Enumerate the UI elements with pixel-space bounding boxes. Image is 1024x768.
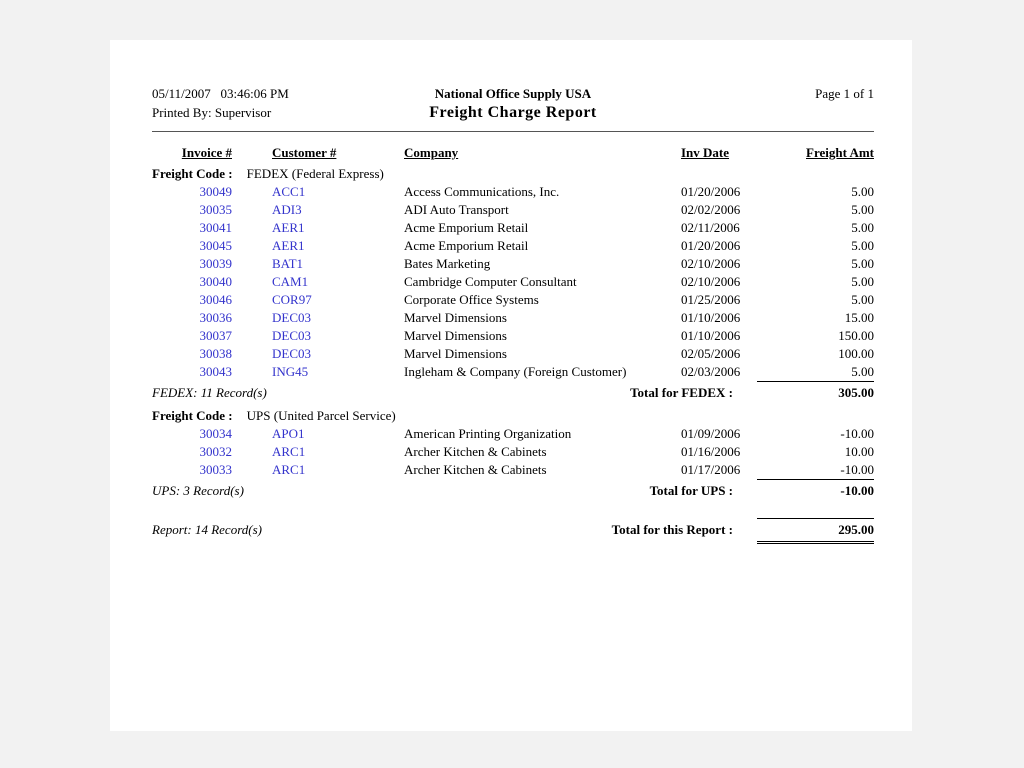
- invoice-link[interactable]: 30037: [199, 328, 232, 343]
- freight-amount-cell: 5.00: [851, 274, 874, 289]
- freight-code-row: [152, 406, 874, 425]
- freight-amount-cell: 5.00: [851, 292, 874, 307]
- table-row: [152, 425, 874, 443]
- inv-date-cell: 01/10/2006: [681, 328, 741, 343]
- invoice-link[interactable]: 30033: [199, 462, 232, 477]
- freight-code-label: Freight Code :: [152, 166, 233, 181]
- customer-link[interactable]: AER1: [272, 220, 305, 235]
- page-indicator: Page 1 of 1: [815, 86, 874, 101]
- customer-link[interactable]: DEC03: [272, 328, 311, 343]
- customer-link[interactable]: APO1: [272, 426, 305, 441]
- freight-code-value: FEDEX (Federal Express): [246, 166, 384, 181]
- invoice-link[interactable]: 30035: [199, 202, 232, 217]
- invoice-link[interactable]: 30036: [199, 310, 232, 325]
- group-record-count: UPS: 3 Record(s): [152, 483, 244, 498]
- freight-code-row: [152, 164, 874, 183]
- inv-date-cell: 02/02/2006: [681, 202, 741, 217]
- inv-date-cell: 02/10/2006: [681, 256, 741, 271]
- group-total-amount: 305.00: [757, 381, 874, 403]
- group-total-label: Total for FEDEX :: [630, 385, 733, 400]
- report-record-count: Report: 14 Record(s): [152, 522, 262, 537]
- invoice-link[interactable]: 30040: [199, 274, 232, 289]
- table-row: [152, 201, 874, 219]
- inv-date-cell: 01/20/2006: [681, 238, 741, 253]
- company-cell: Marvel Dimensions: [404, 310, 507, 325]
- table-row: [152, 237, 874, 255]
- inv-date-cell: 01/25/2006: [681, 292, 741, 307]
- company-cell: Marvel Dimensions: [404, 328, 507, 343]
- customer-link[interactable]: ING45: [272, 364, 309, 379]
- table-row: [152, 309, 874, 327]
- customer-link[interactable]: CAM1: [272, 274, 309, 289]
- company-cell: Bates Marketing: [404, 256, 491, 271]
- report-header-line-2: [152, 103, 874, 122]
- company-cell: Archer Kitchen & Cabinets: [404, 444, 547, 459]
- company-title: National Office Supply USA: [434, 86, 592, 101]
- inv-date-cell: 02/10/2006: [681, 274, 741, 289]
- freight-amount-cell: -10.00: [840, 426, 874, 441]
- inv-date-cell: 01/10/2006: [681, 310, 741, 325]
- company-cell: ADI Auto Transport: [404, 202, 509, 217]
- invoice-link[interactable]: 30049: [199, 184, 232, 199]
- inv-date-cell: 02/03/2006: [681, 364, 741, 379]
- freight-code-value: UPS (United Parcel Service): [246, 408, 396, 423]
- group-summary-row: [152, 381, 874, 403]
- table-row: [152, 363, 874, 381]
- group-record-count: FEDEX: 11 Record(s): [152, 385, 267, 400]
- freight-amount-cell: 5.00: [851, 256, 874, 271]
- column-header-invoice-label: Invoice #: [181, 145, 232, 160]
- inv-date-cell: 01/17/2006: [681, 462, 741, 477]
- group-summary-row: [152, 479, 874, 501]
- customer-link[interactable]: AER1: [272, 238, 305, 253]
- report-header-line-1: [152, 84, 874, 103]
- customer-link[interactable]: DEC03: [272, 346, 311, 361]
- report-title: Freight Charge Report: [429, 104, 597, 121]
- report-page: [110, 40, 912, 731]
- table-row: [152, 255, 874, 273]
- inv-date-cell: 01/20/2006: [681, 184, 741, 199]
- freight-amount-cell: 15.00: [844, 310, 874, 325]
- table-row: [152, 327, 874, 345]
- company-cell: American Printing Organization: [404, 426, 572, 441]
- invoice-link[interactable]: 30039: [199, 256, 232, 271]
- invoice-link[interactable]: 30043: [199, 364, 232, 379]
- company-cell: Marvel Dimensions: [404, 346, 507, 361]
- header-divider: [152, 131, 874, 132]
- customer-link[interactable]: ARC1: [272, 444, 306, 459]
- customer-link[interactable]: ADI3: [272, 202, 302, 217]
- freight-code-label: Freight Code :: [152, 408, 233, 423]
- company-cell: Corporate Office Systems: [404, 292, 539, 307]
- freight-amount-cell: 100.00: [838, 346, 874, 361]
- column-header-inv-date-label: Inv Date: [681, 145, 730, 160]
- report-total-label: Total for this Report :: [611, 522, 733, 537]
- column-header-inv-date: [681, 144, 757, 162]
- column-header-company-label: Company: [404, 145, 459, 160]
- table-row: [152, 291, 874, 309]
- column-header-freight-amt-label: Freight Amt: [806, 145, 874, 160]
- table-row: [152, 443, 874, 461]
- report-total-row: [152, 518, 874, 544]
- company-cell: Cambridge Computer Consultant: [404, 274, 577, 289]
- company-cell: Acme Emporium Retail: [404, 238, 529, 253]
- column-header-invoice: [152, 144, 232, 162]
- inv-date-cell: 01/09/2006: [681, 426, 741, 441]
- column-header-company: [404, 144, 681, 162]
- report-content: [152, 84, 874, 544]
- invoice-link[interactable]: 30038: [199, 346, 232, 361]
- invoice-link[interactable]: 30032: [199, 444, 232, 459]
- group-total-label: Total for UPS :: [649, 483, 733, 498]
- customer-link[interactable]: ARC1: [272, 462, 306, 477]
- printed-by: Printed By: Supervisor: [152, 105, 272, 120]
- report-body: [152, 164, 874, 501]
- inv-date-cell: 02/11/2006: [681, 220, 740, 235]
- invoice-link[interactable]: 30046: [199, 292, 232, 307]
- invoice-link[interactable]: 30034: [199, 426, 232, 441]
- customer-link[interactable]: COR97: [272, 292, 312, 307]
- customer-link[interactable]: DEC03: [272, 310, 311, 325]
- table-row: [152, 219, 874, 237]
- freight-amount-cell: 10.00: [844, 444, 874, 459]
- column-header-freight-amt: [757, 144, 874, 162]
- freight-amount-cell: 5.00: [851, 364, 874, 379]
- freight-amount-cell: 5.00: [851, 184, 874, 199]
- customer-link[interactable]: ACC1: [272, 184, 306, 199]
- company-cell: Access Communications, Inc.: [404, 184, 560, 199]
- table-row: [152, 461, 874, 479]
- freight-amount-cell: 5.00: [851, 220, 874, 235]
- group-total-amount: -10.00: [757, 479, 874, 501]
- freight-amount-cell: 5.00: [851, 238, 874, 253]
- invoice-link[interactable]: 30041: [199, 220, 232, 235]
- table-row: [152, 345, 874, 363]
- invoice-link[interactable]: 30045: [199, 238, 232, 253]
- customer-link[interactable]: BAT1: [272, 256, 304, 271]
- freight-amount-cell: 150.00: [838, 328, 874, 343]
- company-cell: Ingleham & Company (Foreign Customer): [404, 364, 627, 379]
- inv-date-cell: 01/16/2006: [681, 444, 741, 459]
- table-row: [152, 273, 874, 291]
- report-total-amount: 295.00: [757, 518, 874, 544]
- column-header-row: [152, 144, 874, 162]
- company-cell: Acme Emporium Retail: [404, 220, 529, 235]
- table-row: [152, 183, 874, 201]
- print-datetime: 05/11/2007 03:46:06 PM: [152, 86, 289, 101]
- freight-amount-cell: -10.00: [840, 462, 874, 477]
- inv-date-cell: 02/05/2006: [681, 346, 741, 361]
- freight-amount-cell: 5.00: [851, 202, 874, 217]
- company-cell: Archer Kitchen & Cabinets: [404, 462, 547, 477]
- column-header-customer: [272, 144, 404, 162]
- column-header-customer-label: Customer #: [272, 145, 337, 160]
